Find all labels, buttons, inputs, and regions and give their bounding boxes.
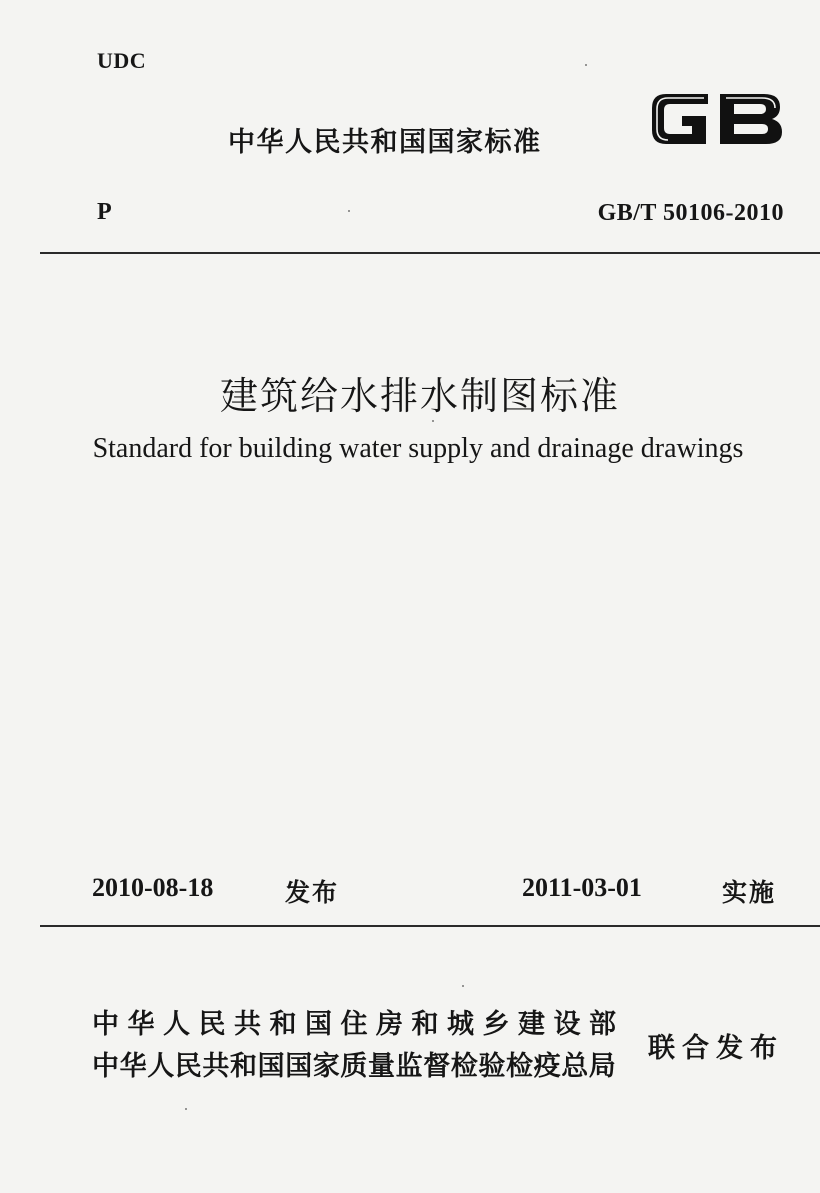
title-chinese: 建筑给水排水制图标准 — [219, 374, 620, 418]
paper-speck — [185, 1108, 187, 1110]
paper-speck — [348, 210, 350, 212]
implementation-label: 实施 — [722, 878, 777, 907]
category-code: P — [97, 199, 112, 225]
publisher-line-2: 中华人民共和国国家质量监督检验检疫总局 — [92, 1051, 617, 1082]
title-english: Standard for building water supply and drainage drawings — [92, 433, 744, 464]
paper-speck — [462, 985, 464, 987]
paper-speck — [432, 420, 434, 422]
paper-speck — [585, 64, 587, 66]
joint-publish-label: 联合发布 — [648, 1033, 784, 1064]
national-standard-heading: 中华人民共和国国家标准 — [228, 127, 542, 158]
publisher-line-1: 中华人民共和国住房和城乡建设部 — [92, 1009, 625, 1040]
issue-date: 2010-08-18 — [92, 873, 214, 902]
udc-label: UDC — [97, 48, 147, 73]
implementation-date: 2011-03-01 — [522, 873, 642, 902]
footer-divider — [40, 925, 820, 927]
gb-logo — [646, 86, 788, 152]
header-divider — [40, 252, 820, 254]
issue-label: 发布 — [285, 878, 340, 907]
standard-number: GB/T 50106-2010 — [597, 200, 784, 226]
